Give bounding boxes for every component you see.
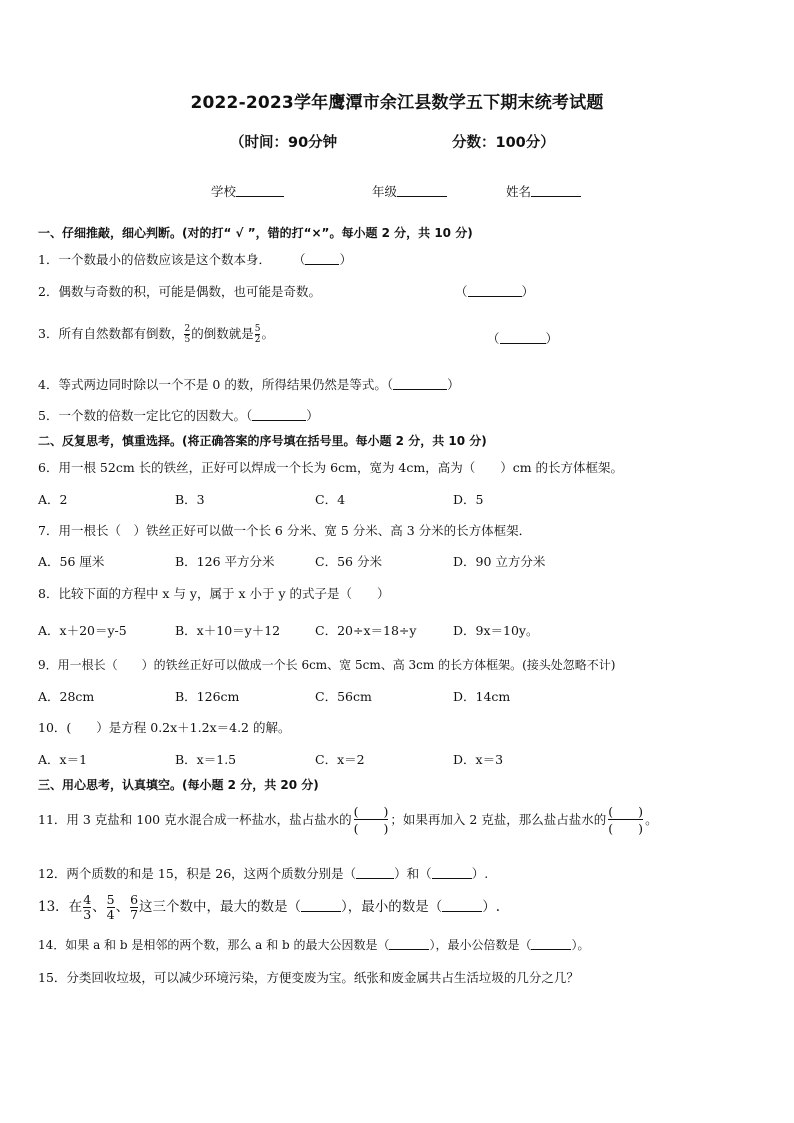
answer-blank[interactable] — [393, 377, 447, 390]
name-field[interactable] — [506, 182, 581, 200]
exam-score: 分数：100分） — [452, 135, 555, 151]
school-label: 学校 — [211, 184, 237, 199]
question-6: 6．用一根 52cm 长的铁丝，正好可以焊成一个长为 6cm，宽为 4cm，高为（ ）cm 的长方体框架。 — [38, 460, 624, 475]
fraction-blank-2[interactable]: ( ) ( ) — [608, 804, 644, 836]
question-4: 4．等式两边同时除以一个不是 0 的数，所得结果仍然是等式。（ ） — [38, 377, 460, 392]
q8-option-b[interactable]: B．x＋10＝y＋12 — [175, 623, 281, 638]
fraction-4-3: $\frac{4}{3}$ — [83, 892, 92, 922]
answer-blank[interactable] — [356, 866, 394, 879]
q7-option-c[interactable]: C．56 分米 — [315, 554, 382, 569]
question-2-answer[interactable]: （ ） — [455, 284, 535, 299]
q10-option-a[interactable]: A．x＝1 — [38, 752, 88, 767]
section-3-heading: 三、用心思考，认真填空。(每小题 2 分，共 20 分) — [38, 778, 319, 792]
fraction-5-2: $\frac{5}{2}$ — [254, 323, 261, 345]
q6-option-a[interactable]: A．2 — [38, 492, 68, 507]
question-2: 2．偶数与奇数的积，可能是偶数，也可能是奇数。 — [38, 284, 321, 299]
question-3-answer[interactable]: （ ） — [487, 331, 559, 346]
page-title: 2022-2023学年鹰潭市余江县数学五下期末统考试题 — [190, 93, 604, 113]
section-1-heading: 一、仔细推敲，细心判断。(对的打“ √ ”，错的打“×”。每小题 2 分，共 10 分) — [38, 226, 473, 240]
answer-blank[interactable] — [531, 937, 571, 950]
question-9: 9．用一根长（ ）的铁丝正好可以做成一个长 6cm、宽 5cm、高 3cm 的长方体框架。(接头处忽略不计) — [38, 658, 616, 672]
q9-option-b[interactable]: B．126cm — [175, 689, 240, 704]
q8-option-c[interactable]: C．20÷x＝18÷y — [315, 623, 417, 638]
section-2-heading: 二、反复思考，慎重选择。(将正确答案的序号填在括号里。每小题 2 分，共 10 分) — [38, 434, 487, 448]
q6-option-c[interactable]: C．4 — [315, 492, 346, 507]
question-15: 15．分类回收垃圾，可以减少环境污染，方便变废为宝。纸张和废金属共占生活垃圾的几分之几？ — [38, 970, 579, 985]
exam-time: （时间：90分钟 — [230, 135, 338, 151]
grade-field[interactable] — [372, 182, 447, 200]
question-12: 12．两个质数的和是 15，积是 26，这两个质数分别是（ ）和（ ）. — [38, 866, 489, 881]
fraction-6-7: $\frac{6}{7}$ — [130, 892, 139, 922]
question-13: 13．在 $\frac{4}{3}$ 、 $\frac{5}{4}$ 、 $\frac{6}{7}$ 这三个数中，最大的数是（ ），最小的数是（ ）. — [38, 892, 501, 922]
q6-option-b[interactable]: B．3 — [175, 492, 205, 507]
q7-option-a[interactable]: A．56 厘米 — [38, 554, 105, 569]
q7-option-d[interactable]: D．90 立方分米 — [453, 554, 546, 569]
answer-blank[interactable] — [301, 899, 341, 912]
school-field[interactable] — [211, 182, 284, 200]
question-5: 5．一个数的倍数一定比它的因数大。（ ） — [38, 408, 319, 423]
question-7: 7．用一根长（ ）铁丝正好可以做一个长 6 分米、宽 5 分米、高 3 分米的长方体框架． — [38, 523, 532, 538]
fraction-2-5: $\frac{2}{5}$ — [184, 323, 191, 345]
q10-option-d[interactable]: D．x＝3 — [453, 752, 504, 767]
question-8: 8．比较下面的方程中 x 与 y，属于 x 小于 y 的式子是（ ） — [38, 586, 390, 601]
question-1: 1．一个数最小的倍数应该是这个数本身． （ ） — [38, 252, 352, 267]
question-10: 10．( ）是方程 0.2x＋1.2x＝4.2 的解。 — [38, 720, 291, 735]
answer-blank[interactable] — [442, 899, 482, 912]
q10-option-b[interactable]: B．x＝1.5 — [175, 752, 237, 767]
answer-blank[interactable] — [252, 408, 306, 421]
answer-blank[interactable] — [432, 866, 472, 879]
q10-option-c[interactable]: C．x＝2 — [315, 752, 365, 767]
answer-blank[interactable] — [389, 937, 429, 950]
fraction-blank-1[interactable]: ( ) ( ) — [353, 804, 389, 836]
q6-option-d[interactable]: D．5 — [453, 492, 484, 507]
q7-option-b[interactable]: B．126 平方分米 — [175, 554, 275, 569]
grade-label: 年级 — [372, 184, 398, 199]
question-11: 11．用 3 克盐和 100 克水混合成一杯盐水，盐占盐水的 ( ) ( ) ；如果再加入 2 克盐，那么盐占盐水的 ( ) ( ) 。 — [38, 804, 658, 836]
q9-option-d[interactable]: D．14cm — [453, 689, 511, 704]
q8-option-d[interactable]: D．9x＝10y。 — [453, 623, 539, 638]
q8-option-a[interactable]: A．x＋20＝y-5 — [38, 623, 127, 638]
name-label: 姓名 — [506, 184, 532, 199]
question-3: 3．所有自然数都有倒数， $\frac{2}{5}$ 的倒数就是 $\frac{5}{2}$ 。 — [38, 323, 274, 345]
fraction-5-4: $\frac{5}{4}$ — [106, 892, 115, 922]
q9-option-c[interactable]: C．56cm — [315, 689, 372, 704]
answer-blank[interactable] — [305, 252, 339, 265]
q9-option-a[interactable]: A．28cm — [38, 689, 95, 704]
question-14: 14．如果 a 和 b 是相邻的两个数，那么 a 和 b 的最大公因数是（ ），最小公倍数是（ ）。 — [38, 938, 590, 952]
